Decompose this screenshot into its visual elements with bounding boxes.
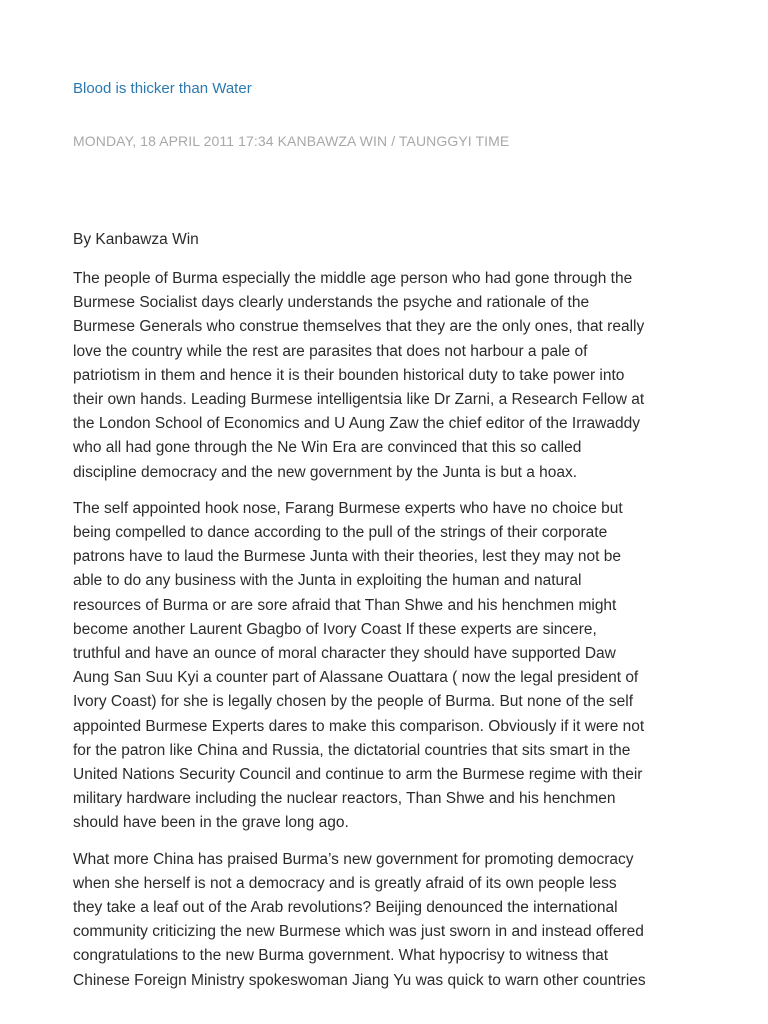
article-body: [73, 267, 699, 1005]
paragraph-line: Chinese Foreign Ministry spokeswoman Jiang Yu was quick to warn other countries: [73, 971, 646, 989]
article-paragraph-1: [73, 267, 699, 485]
paragraph-line: resources of Burma or are sore afraid that Than Shwe and his henchmen might: [73, 596, 617, 614]
paragraph-line: military hardware including the nuclear reactors, Than Shwe and his henchmen: [73, 790, 616, 808]
paragraph-line: the London School of Economics and U Aung Zaw the chief editor of the Irrawaddy: [73, 415, 640, 433]
paragraph-line: appointed Burmese Experts dares to make this comparison. Obviously if it were not: [73, 717, 645, 735]
paragraph-line: for the patron like China and Russia, the dictatorial countries that sits smart in the: [73, 741, 631, 759]
paragraph-line: Aung San Suu Kyi a counter part of Alassane Ouattara ( now the legal president of: [73, 669, 639, 687]
paragraph-line: What more China has praised Burma’s new government for promoting democracy: [73, 850, 634, 868]
paragraph-line: they take a leaf out of the Arab revolutions? Beijing denounced the international: [73, 899, 618, 917]
paragraph-line: patriotism in them and hence it is their bounden historical duty to take power into: [73, 366, 625, 384]
paragraph-line: Burmese Generals who construe themselves that they are the only ones, that really: [73, 318, 645, 336]
paragraph-line: United Nations Security Council and continue to arm the Burmese regime with their: [73, 766, 643, 784]
paragraph-line: Ivory Coast) for she is legally chosen by the people of Burma. But none of the self: [73, 693, 634, 711]
paragraph-line: their own hands. Leading Burmese intelligentsia like Dr Zarni, a Research Fellow at: [73, 391, 645, 409]
paragraph-line: truthful and have an ounce of moral character they should have supported Daw: [73, 645, 616, 663]
paragraph-line: able to do any business with the Junta in exploiting the human and natural: [73, 572, 582, 590]
paragraph-line: congratulations to the new Burma government. What hypocrisy to witness that: [73, 947, 609, 965]
paragraph-line: community criticizing the new Burmese which was just sworn in and instead offered: [73, 923, 644, 941]
article-meta: MONDAY, 18 APRIL 2011 17:34 KANBAWZA WIN / TAUNGGYI TIME: [73, 133, 510, 149]
paragraph-line: when she herself is not a democracy and is greatly afraid of its own people less: [73, 874, 617, 892]
paragraph-line: should have been in the grave long ago.: [73, 814, 349, 832]
article-paragraph-3: [73, 848, 699, 993]
paragraph-line: love the country while the rest are parasites that does not harbour a pale of: [73, 342, 588, 360]
paragraph-line: The people of Burma especially the middle age person who had gone through the: [73, 270, 633, 287]
paragraph-line: being compelled to dance according to the pull of the strings of their corporate: [73, 524, 608, 542]
paragraph-line: patrons have to laud the Burmese Junta with their theories, lest they may not be: [73, 548, 621, 566]
article-paragraph-2: [73, 497, 699, 836]
article-byline: By Kanbawza Win: [73, 231, 199, 248]
article-title-link[interactable]: Blood is thicker than Water: [73, 80, 252, 97]
paragraph-line: become another Laurent Gbagbo of Ivory Coast If these experts are sincere,: [73, 620, 597, 638]
paragraph-line: who all had gone through the Ne Win Era are convinced that this so called: [73, 439, 582, 457]
paragraph-line: The self appointed hook nose, Farang Burmese experts who have no choice but: [73, 499, 623, 517]
paragraph-line: Burmese Socialist days clearly understands the psyche and rationale of the: [73, 294, 590, 312]
paragraph-line: discipline democracy and the new government by the Junta is but a hoax.: [73, 463, 578, 481]
